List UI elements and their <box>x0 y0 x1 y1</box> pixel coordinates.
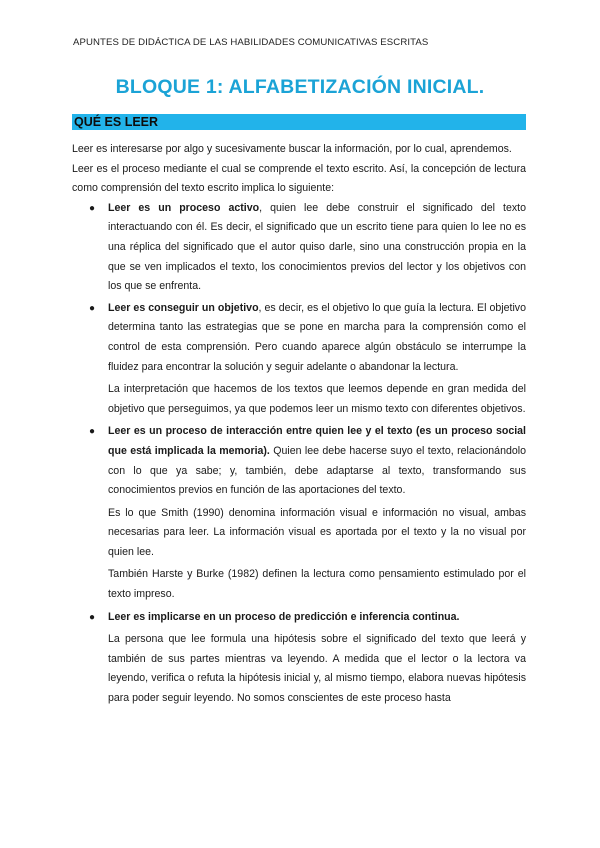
section-heading: QUÉ ES LEER <box>74 115 159 129</box>
bullet-icon: ● <box>89 302 96 314</box>
list-item-extra: La interpretación que hacemos de los textos que leemos depende en gran medida del objetivo que perseguimos, ya que podemos leer un mismo texto con diferentes objetivos. <box>108 383 526 415</box>
list-item <box>72 422 526 604</box>
list-item-lead: Leer es implicarse en un proceso de predicción e inferencia continua. <box>108 610 460 623</box>
list-item-text <box>108 299 526 377</box>
list-item-body: Quien lee debe hacerse suyo el texto, relacionándolo con lo que ya sabe; y, también, debe adaptarse al texto, transformando sus conocimientos previos en función de las aportaciones del texto. <box>108 444 526 497</box>
list-item <box>72 608 526 709</box>
running-header: APUNTES DE DIDÁCTICA DE LAS HABILIDADES COMUNICATIVAS ESCRITAS <box>73 37 429 48</box>
intro-paragraph: Leer es el proceso mediante el cual se comprende el texto escrito. Así, la concepción de lectura como comprensión del texto escrito implica lo siguiente: <box>72 162 526 195</box>
list-item-extra: También Harste y Burke (1982) definen la lectura como pensamiento estimulado por el texto impreso. <box>108 568 526 601</box>
list-item-body: , es decir, es el objetivo lo que guía la lectura. El objetivo determina tanto las estrategias que se pone en marcha para la comprensión como el control de esta comprensión. Pero cuando aparece algún obstáculo se interrumpe la fluidez para encontrar la solución y seguir adelante o abandonar la lectura. <box>108 301 526 373</box>
bullet-icon: ● <box>89 611 96 623</box>
list-item-extra: Es lo que Smith (1990) denomina información visual e información no visual, ambas necesarias para leer. La información visual es aportada por el texto y la no visual por quien lee. <box>108 506 526 558</box>
page-title: BLOQUE 1: ALFABETIZACIÓN INICIAL. <box>115 76 485 98</box>
bullet-list <box>72 199 526 709</box>
list-item <box>72 199 526 297</box>
intro-paragraph: Leer es interesarse por algo y sucesivamente buscar la información, por lo cual, aprendemos. <box>72 143 512 155</box>
section-heading-bar <box>72 114 526 130</box>
list-item-lead: Leer es un proceso activo <box>108 201 260 214</box>
list-item-text <box>108 199 526 297</box>
list-item-lead: Leer es conseguir un objetivo <box>108 301 259 314</box>
list-item-lead: Leer es un proceso de interacción entre quien lee y el texto (es un proceso social que está implicada la memoria). <box>108 425 526 457</box>
list-item-body: , quien lee debe construir el significado del texto interactuando con él. Es decir, el significado que un escrito tiene para quien lo lee no es una réplica del significado que el autor quiso darle, sino una construcción propia en la que se ven implicados el texto, los conocimientos previos del lector y los objetivos con los que se enfrenta. <box>108 201 526 293</box>
list-item <box>72 299 526 420</box>
list-item-text <box>108 422 526 500</box>
list-item-extra: La persona que lee formula una hipótesis sobre el significado del texto que leerá y también de sus partes mientras va leyendo. A medida que el lector o la lectora va leyendo, verifica o refuta la hipótesis inicial y, al mismo tiempo, elabora nuevas hipótesis para poder seguir leyendo. No somos conscientes de este proceso hasta <box>108 633 526 705</box>
bullet-icon: ● <box>89 426 96 438</box>
body-text <box>72 140 526 709</box>
list-item-text <box>108 608 526 628</box>
bullet-icon: ● <box>89 202 96 214</box>
